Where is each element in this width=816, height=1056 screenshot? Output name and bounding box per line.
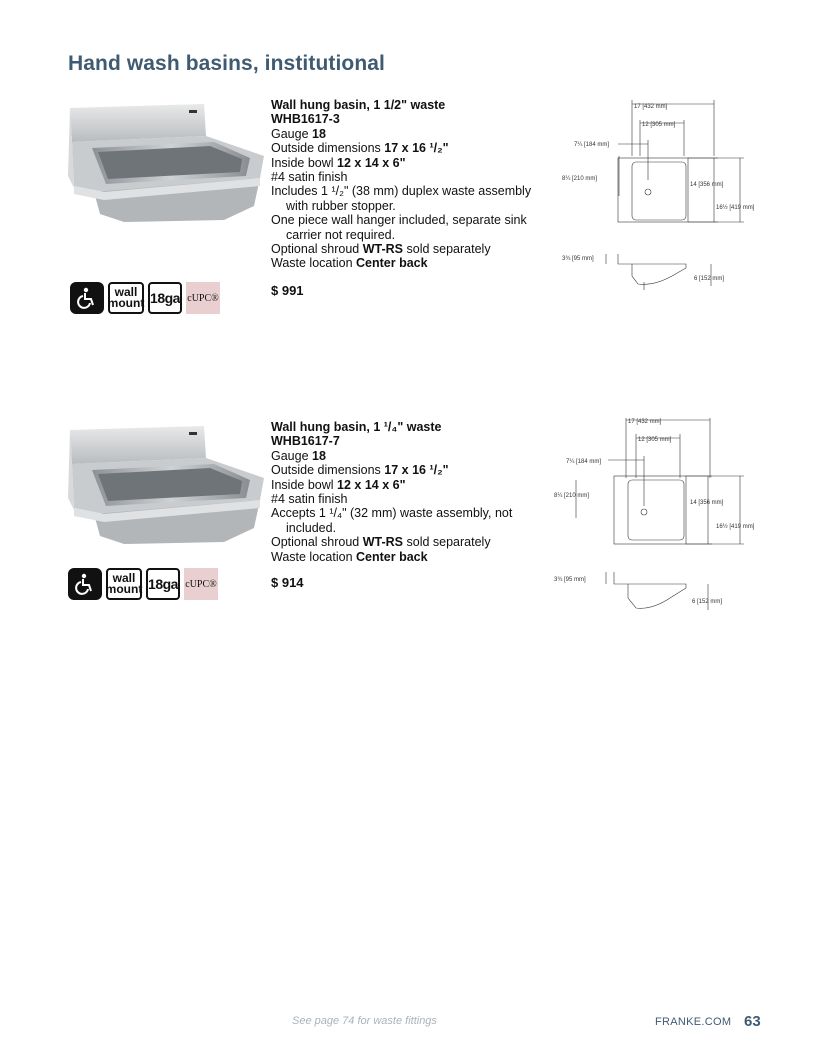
spec-outside-dimensions: Outside dimensions 17 x 16 ¹/₂" (271, 141, 449, 156)
spec-hanger-line1: One piece wall hanger included, separate sink (271, 213, 527, 228)
dim-offset-left: 7¼ [184 mm] (574, 142, 610, 148)
spec-outside-dimensions: Outside dimensions 17 x 16 ¹/₂" (271, 463, 449, 478)
spec-waste-line2: with rubber stopper. (286, 198, 396, 213)
dimension-drawing (548, 418, 778, 618)
basin-photo (64, 418, 264, 548)
product-model: WHB1617-3 (271, 112, 340, 127)
wall-badge-line1: wall (114, 285, 138, 299)
product-specs (271, 98, 561, 271)
spec-inside-bowl: Inside bowl 12 x 14 x 6" (271, 477, 406, 492)
spec-shroud: Optional shroud WT-RS sold separately (271, 535, 491, 550)
spec-waste-line1: Includes 1 ¹/₂" (38 mm) duplex waste assembly (271, 184, 532, 199)
spec-waste-line1: Accepts 1 ¹/₄" (32 mm) waste assembly, not (271, 506, 513, 521)
dim-bowl-height: 3¾ [95 mm] (554, 577, 586, 583)
dim-overall-width: 17 [432 mm] (628, 419, 662, 425)
dim-bowl-depth: 14 [356 mm] (690, 182, 724, 188)
dim-offset-left: 7¼ [184 mm] (566, 459, 602, 465)
spec-finish: #4 satin finish (271, 170, 348, 185)
dim-overall-depth: 16½ [419 mm] (716, 524, 755, 530)
dim-offset-top: 8¼ [210 mm] (554, 493, 590, 499)
accessible-icon (68, 568, 102, 600)
dimension-drawing (548, 96, 778, 296)
dim-overall-height: 6 [152 mm] (694, 276, 725, 282)
dim-bowl-width: 12 [305 mm] (638, 437, 672, 443)
gauge-badge: 18ga (148, 282, 182, 314)
product-price: $ 914 (271, 575, 304, 590)
spec-gauge: Gauge 18 (271, 448, 326, 463)
page-number: 63 (744, 1013, 761, 1030)
spec-hanger-line2: carrier not required. (286, 227, 396, 242)
product-model: WHB1617-7 (271, 434, 340, 449)
dim-overall-depth: 16½ [419 mm] (716, 205, 755, 211)
upc-badge: cUPC® (186, 282, 220, 314)
accessible-icon (70, 282, 104, 314)
dim-overall-width: 17 [432 mm] (634, 104, 668, 110)
footer-website: FRANKE.COM (655, 1016, 732, 1028)
page-title: Hand wash basins, institutional (68, 52, 385, 75)
dim-overall-height: 6 [152 mm] (692, 599, 723, 605)
product-whb1617-7 (0, 418, 816, 638)
spec-gauge: Gauge 18 (271, 126, 326, 141)
product-name: Wall hung basin, 1 ¹/₄" waste (271, 420, 442, 434)
wall-mount-badge (108, 282, 144, 314)
spec-shroud: Optional shroud WT-RS sold separately (271, 242, 491, 257)
dim-offset-top: 8¼ [210 mm] (562, 176, 598, 182)
spec-waste-line2: included. (286, 520, 337, 535)
product-name: Wall hung basin, 1 1/2" waste (271, 98, 446, 112)
wall-mount-badge (106, 568, 142, 600)
dim-bowl-height: 3¾ [95 mm] (562, 256, 594, 262)
wall-badge-line1: wall (112, 571, 136, 585)
product-price: $ 991 (271, 283, 304, 298)
wall-badge-line2: mount (107, 296, 145, 310)
feature-badges (68, 568, 218, 600)
feature-badges (70, 282, 220, 314)
dim-bowl-depth: 14 [356 mm] (690, 500, 724, 506)
spec-finish: #4 satin finish (271, 492, 348, 507)
product-specs (271, 420, 561, 564)
dim-bowl-width: 12 [305 mm] (642, 122, 676, 128)
upc-badge: cUPC® (184, 568, 218, 600)
spec-inside-bowl: Inside bowl 12 x 14 x 6" (271, 155, 406, 170)
basin-photo (64, 96, 264, 226)
wall-badge-line2: mount (105, 582, 143, 596)
gauge-badge: 18ga (146, 568, 180, 600)
spec-waste-location: Waste location Center back (271, 256, 428, 271)
footer-waste-note: See page 74 for waste fittings (292, 1015, 437, 1027)
spec-waste-location: Waste location Center back (271, 549, 428, 564)
product-whb1617-3 (0, 96, 816, 356)
